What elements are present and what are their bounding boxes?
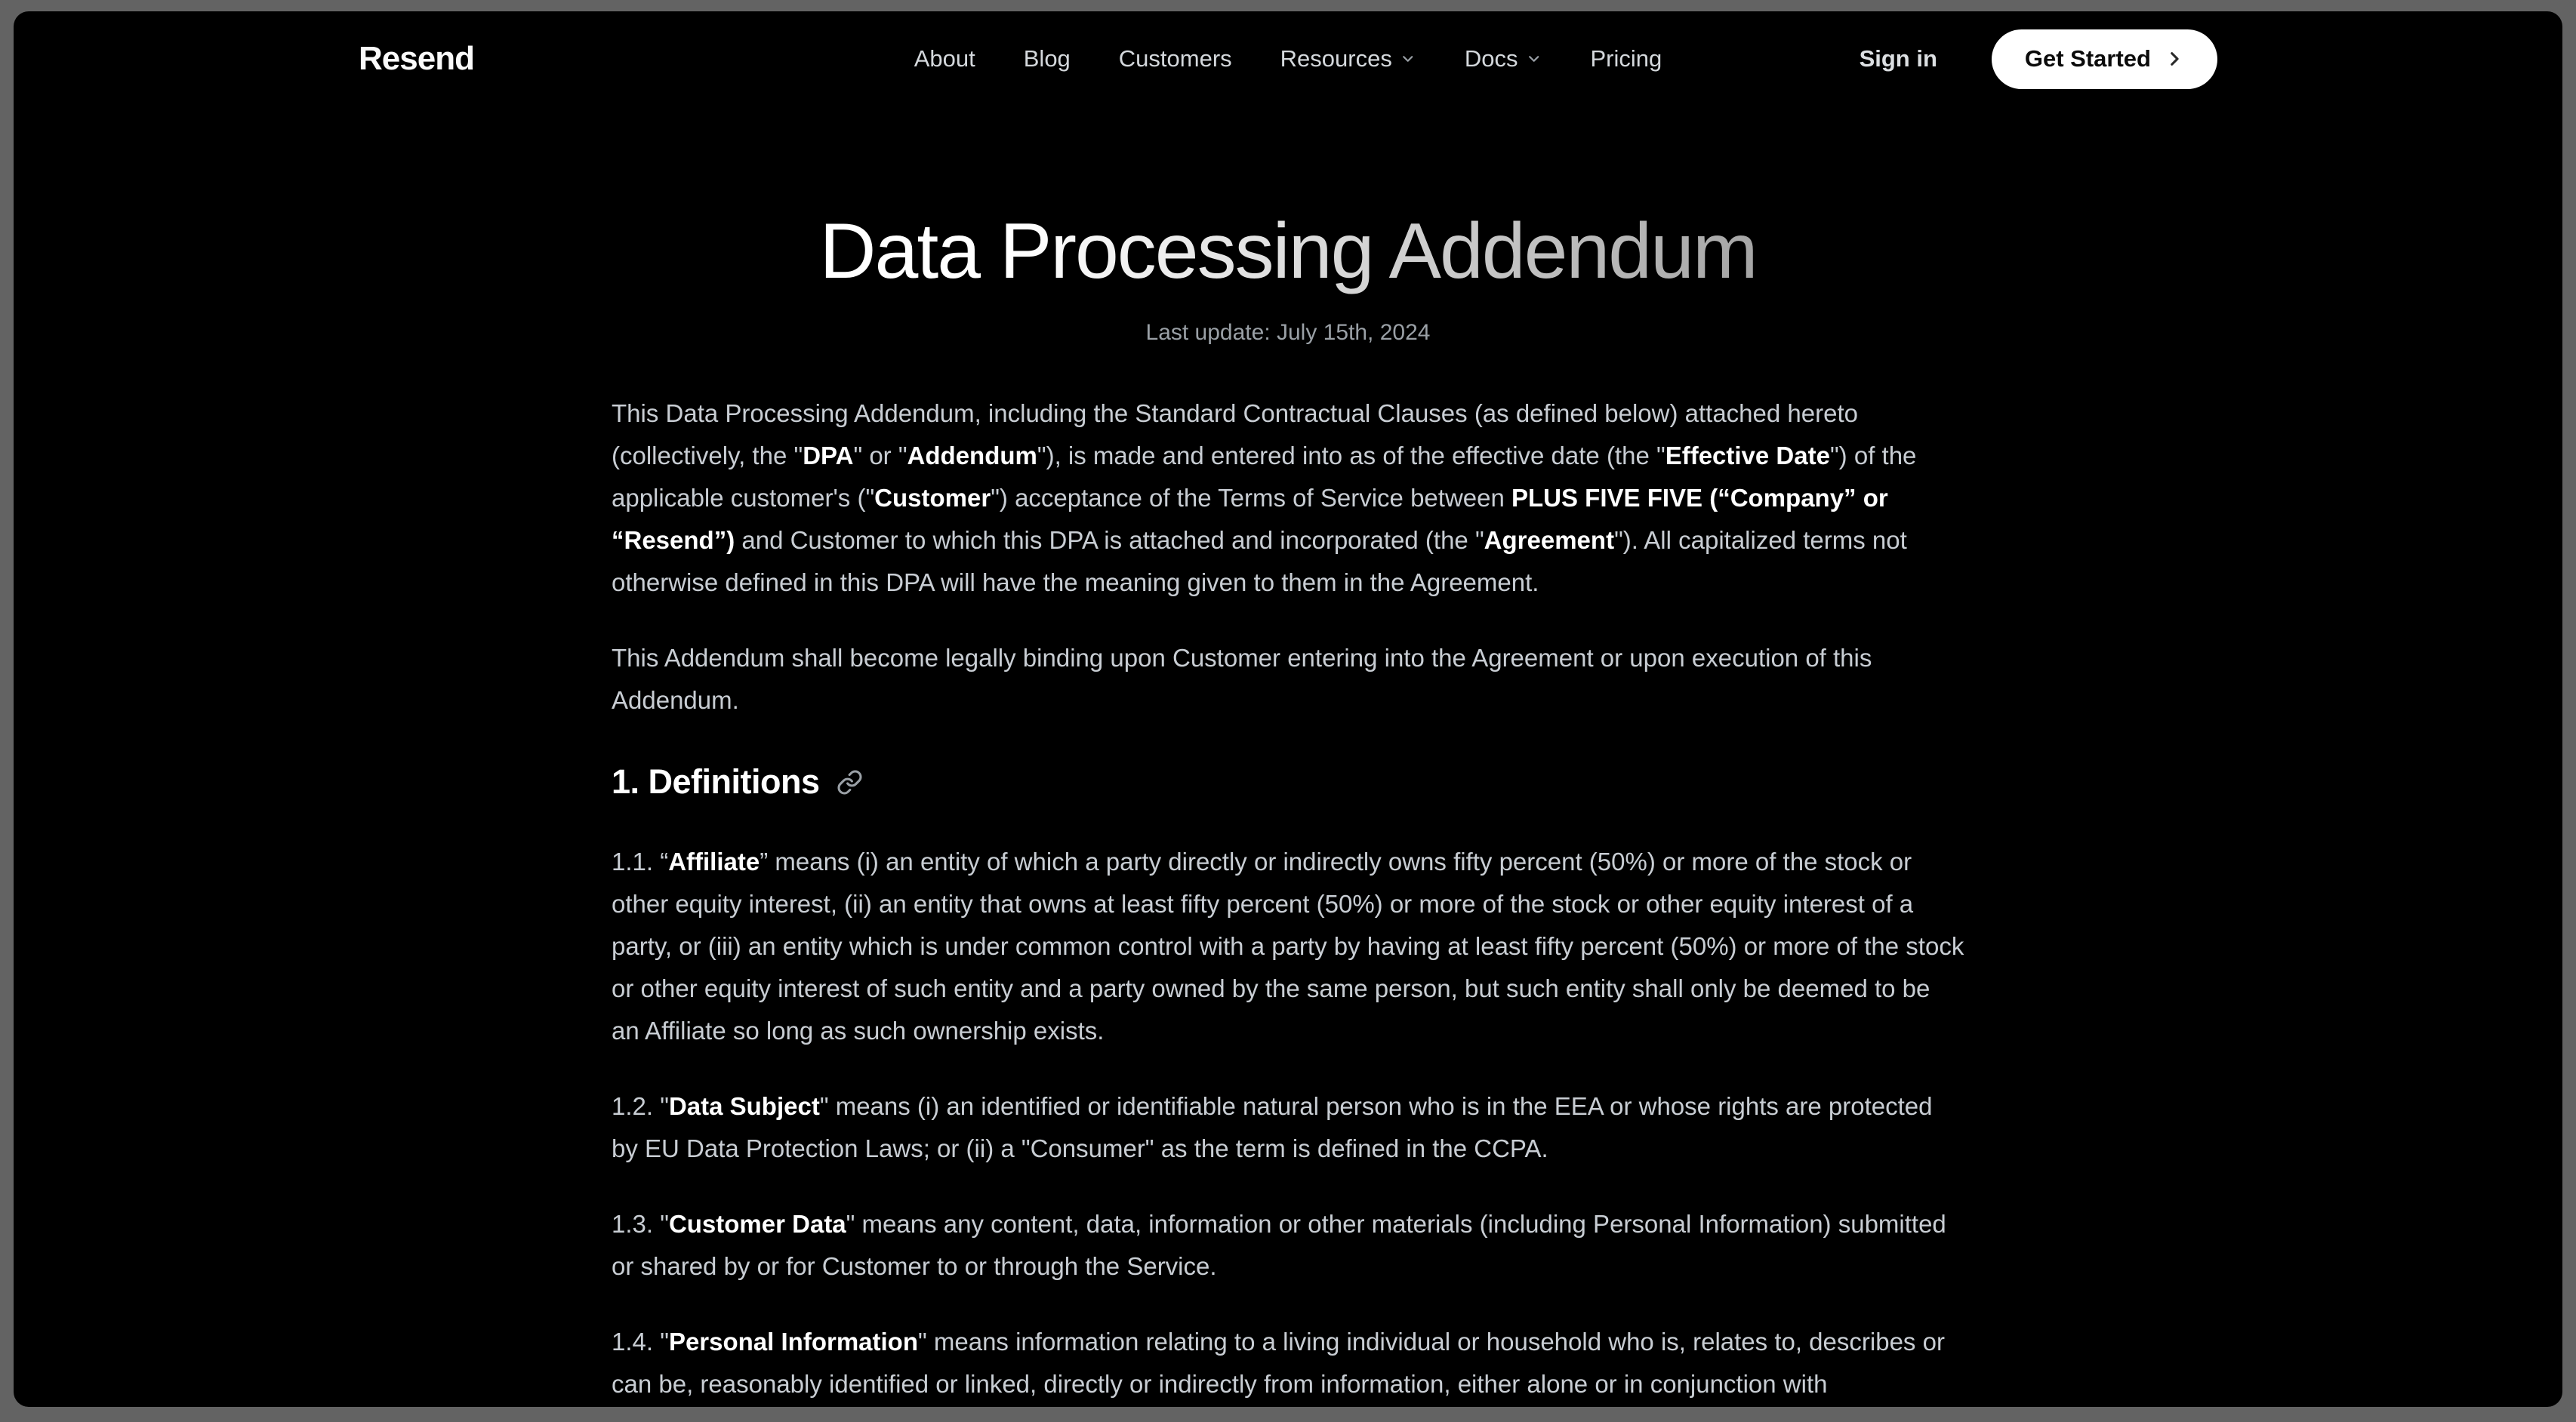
last-update: Last update: July 15th, 2024 bbox=[1145, 320, 1431, 346]
nav-link-label: About bbox=[914, 45, 975, 72]
section-heading bbox=[612, 762, 1964, 802]
link-icon[interactable] bbox=[837, 769, 863, 796]
nav-link-blog[interactable] bbox=[1024, 45, 1071, 72]
intro-paragraph: This Addendum shall become legally binding upon Customer entering into the Agreement or upon execution of this Addendum. bbox=[612, 644, 1872, 715]
nav-link-docs[interactable] bbox=[1465, 45, 1542, 72]
sections bbox=[612, 762, 1964, 1405]
nav-link-label: Blog bbox=[1023, 45, 1071, 72]
nav-link-customers[interactable] bbox=[1119, 45, 1232, 72]
nav-link-resources[interactable] bbox=[1280, 45, 1416, 72]
site-header bbox=[14, 11, 2562, 106]
nav-links bbox=[914, 45, 1662, 72]
get-started-button[interactable] bbox=[1992, 29, 2217, 89]
chevron-down-icon bbox=[1400, 51, 1416, 67]
intro-paragraph: This Data Processing Addendum, including the Standard Contractual Clauses (as defined below) attached hereto (collectively, the "DPA" or "Addendum"), is made and entered into as of the effective date (the "Effective Date") of the applicable customer's ("Customer") acceptance of the Terms of Service between PLUS FIVE FIVE (“Company” or “Resend”) and Customer to which this DPA is attached and incorporated (the "Agreement"). All capitalized terms not otherwise defined in this DPA will have the meaning given to them in the Agreement. bbox=[612, 399, 1917, 597]
resend-logo[interactable]: Resend bbox=[359, 40, 474, 77]
intro-paragraphs bbox=[612, 392, 1964, 722]
definition-paragraph: 1.2. "Data Subject" means (i) an identified or identifiable natural person who is in the EEA or whose rights are protected by EU Data Protection Laws; or (ii) a "Consumer" as the term is defined in the CCPA. bbox=[612, 1092, 1933, 1163]
nav-link-label: Pricing bbox=[1590, 45, 1662, 72]
document-content bbox=[612, 208, 1964, 1405]
nav-link-pricing[interactable] bbox=[1591, 45, 1662, 72]
definition-paragraph: 1.3. "Customer Data" means any content, data, information or other materials (including Personal Information) submitted or shared by or for Customer to or through the Service. bbox=[612, 1210, 1946, 1281]
sign-in-link[interactable]: Sign in bbox=[1859, 45, 1937, 72]
nav-link-label: Customers bbox=[1118, 45, 1232, 72]
definition-paragraph: 1.4. "Personal Information" means information relating to a living individual or household who is, relates to, describes or can be, reasonably identified or linked, directly or indirectly from information, either alone or in conjunction with bbox=[612, 1328, 1945, 1399]
page-window bbox=[14, 11, 2562, 1407]
chevron-down-icon bbox=[1526, 51, 1542, 67]
definition-paragraph: 1.1. “Affiliate” means (i) an entity of which a party directly or indirectly owns fifty percent (50%) or more of the stock or other equity interest, (ii) an entity that owns at least fifty percent (50%) or more of the stock or other equity interest of a party, or (iii) an entity which is under common control with a party by having at least fifty percent (50%) or more of the stock or other equity interest of such entity and a party owned by the same person, but such entity shall only be deemed to be an Affiliate so long as such ownership exists. bbox=[612, 848, 1964, 1045]
get-started-label: Get Started bbox=[2024, 45, 2151, 72]
header-right bbox=[1860, 29, 2217, 89]
page-title: Data Processing Addendum bbox=[612, 208, 1964, 294]
nav-link-label: Docs bbox=[1464, 45, 1518, 72]
chevron-right-icon bbox=[2165, 49, 2184, 69]
section-heading-text: 1. Definitions bbox=[612, 762, 820, 802]
nav-link-about[interactable] bbox=[914, 45, 975, 72]
nav-link-label: Resources bbox=[1280, 45, 1392, 72]
